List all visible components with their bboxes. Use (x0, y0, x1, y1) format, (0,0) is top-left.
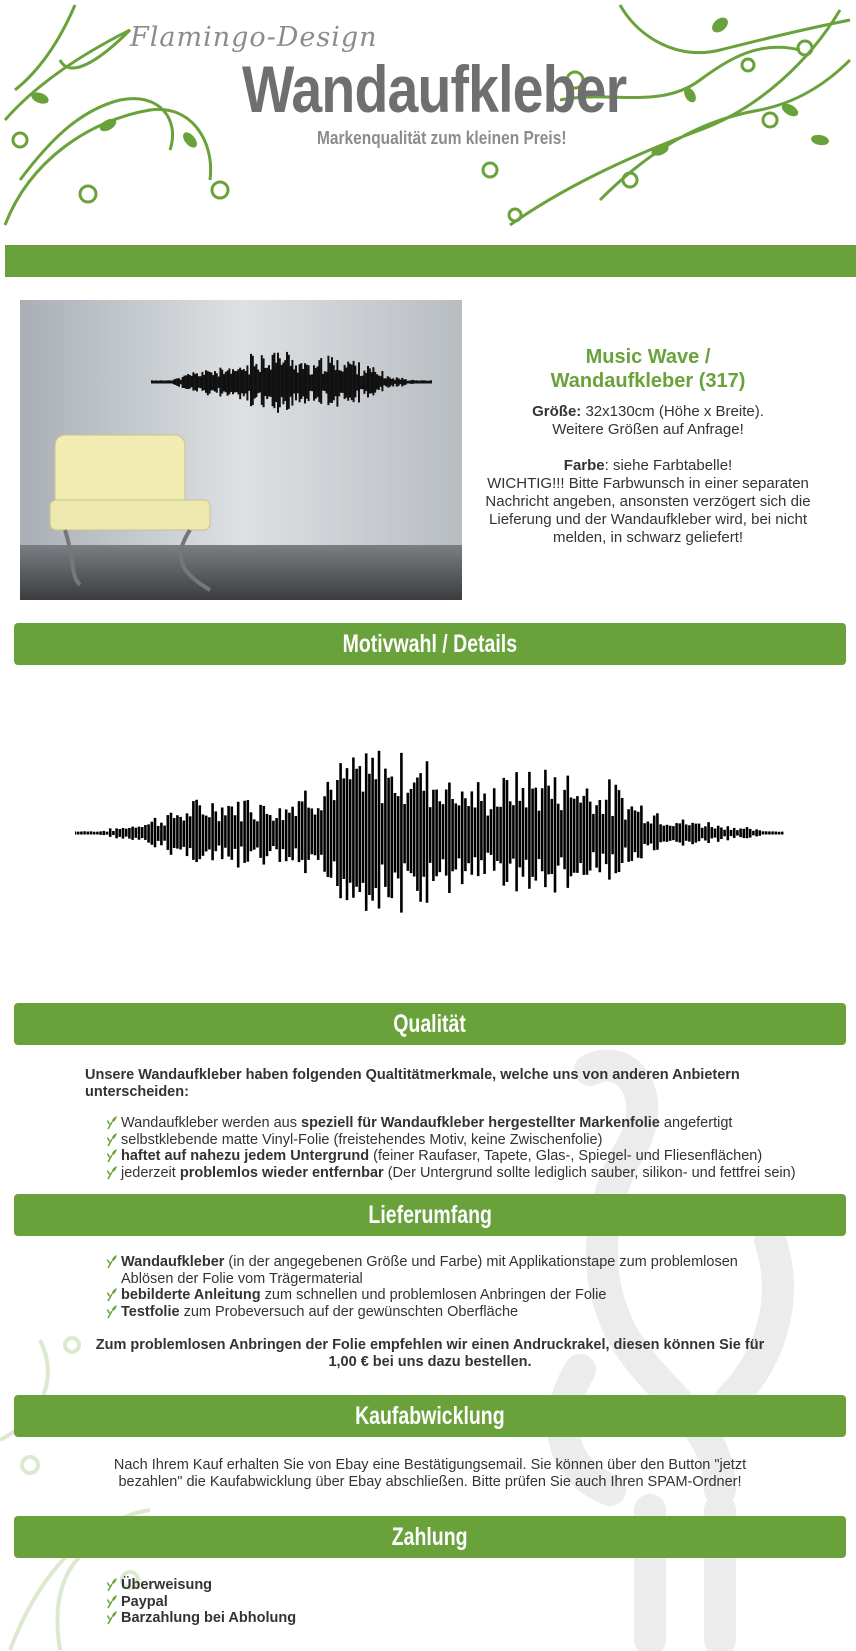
product-photo (20, 300, 462, 600)
squeegee-note: Zum problemlosen Anbringen der Folie empfehlen wir einen Andruckrakel, diesen können Sie für 1,00 € bei uns dazu bestellen. (95, 1337, 765, 1370)
section-bar-motiv: Motivwahl / Details (14, 623, 846, 665)
header-banner (0, 0, 856, 240)
leaf-icon (107, 1133, 117, 1147)
brand-small-logo: Flamingo-Design (130, 22, 378, 53)
list-item: bebilderte Anleitung zum schnellen und problemlosen Anbringen der Folie (107, 1287, 767, 1304)
list-item: Testfolie zum Probeversuch auf der gewünschten Oberfläche (107, 1304, 767, 1321)
list-item: jederzeit problemlos wieder entfernbar (Der Untergrund sollte lediglich sauber, silikon- und fettfrei sein) (107, 1165, 847, 1182)
list-item: Wandaufkleber (in der angegebenen Größe und Farbe) mit Applikationstape zum problemlosen Ablösen der Folie vom Trägermaterial (107, 1254, 767, 1287)
top-green-bar (5, 245, 856, 277)
list-item: Barzahlung bei Abholung (107, 1610, 507, 1627)
list-item: haftet auf nahezu jedem Untergrund (feiner Raufaser, Tapete, Glas-, Spiegel- und Fliesenflächen) (107, 1148, 847, 1165)
section-bar-qualitaet: Qualität (14, 1003, 846, 1045)
size-info: Größe: 32x130cm (Höhe x Breite). (532, 403, 764, 420)
quality-list (107, 1115, 847, 1181)
checkout-text: Nach Ihrem Kauf erhalten Sie von Ebay eine Bestätigungsemail. Sie können über den Button "jetzt bezahlen" die Kaufabwicklung über Ebay abschließen. Bitte prüfen Sie auch Ihren SPAM-Ordner! (113, 1457, 747, 1490)
brand-tagline: Markenqualität zum kleinen Preis! (317, 128, 567, 148)
leaf-icon (107, 1116, 117, 1130)
music-wave-motif (75, 743, 785, 923)
list-item: selbstklebende matte Vinyl-Folie (freistehendes Motiv, keine Zwischenfolie) (107, 1132, 847, 1149)
brand-title: Wandaufkleber (242, 52, 627, 126)
list-item: Paypal (107, 1594, 507, 1611)
size-note: Weitere Größen auf Anfrage! (552, 421, 744, 438)
section-bar-zahlung: Zahlung (14, 1516, 846, 1558)
payment-list (107, 1577, 507, 1627)
leaf-icon (107, 1288, 117, 1302)
section-bar-kaufabwicklung: Kaufabwicklung (14, 1395, 846, 1437)
leaf-icon (107, 1595, 117, 1609)
leaf-icon (107, 1166, 117, 1180)
product-title: Music Wave / Wandaufkleber (317) (550, 346, 746, 392)
section-bar-lieferumfang: Lieferumfang (14, 1194, 846, 1236)
list-item: Wandaufkleber werden aus speziell für Wandaufkleber hergestellter Markenfolie angefertigt (107, 1115, 847, 1132)
product-info (478, 345, 818, 547)
leaf-icon (107, 1149, 117, 1163)
leaf-icon (107, 1255, 117, 1269)
leaf-icon (107, 1611, 117, 1625)
color-info: Farbe: siehe Farbtabelle! (563, 457, 733, 474)
color-note: WICHTIG!!! Bitte Farbwunsch in einer separaten Nachricht angeben, ansonsten verzögert sich die Lieferung und der Wandaufkleber wird, bei nicht melden, in schwarz geliefert! (485, 475, 811, 546)
quality-intro: Unsere Wandaufkleber haben folgenden Qualtitätmerkmale, welche uns von anderen Anbietern unterscheiden: (85, 1067, 740, 1100)
leaf-icon (107, 1305, 117, 1319)
leaf-icon (107, 1578, 117, 1592)
list-item: Überweisung (107, 1577, 507, 1594)
delivery-list (107, 1254, 767, 1320)
